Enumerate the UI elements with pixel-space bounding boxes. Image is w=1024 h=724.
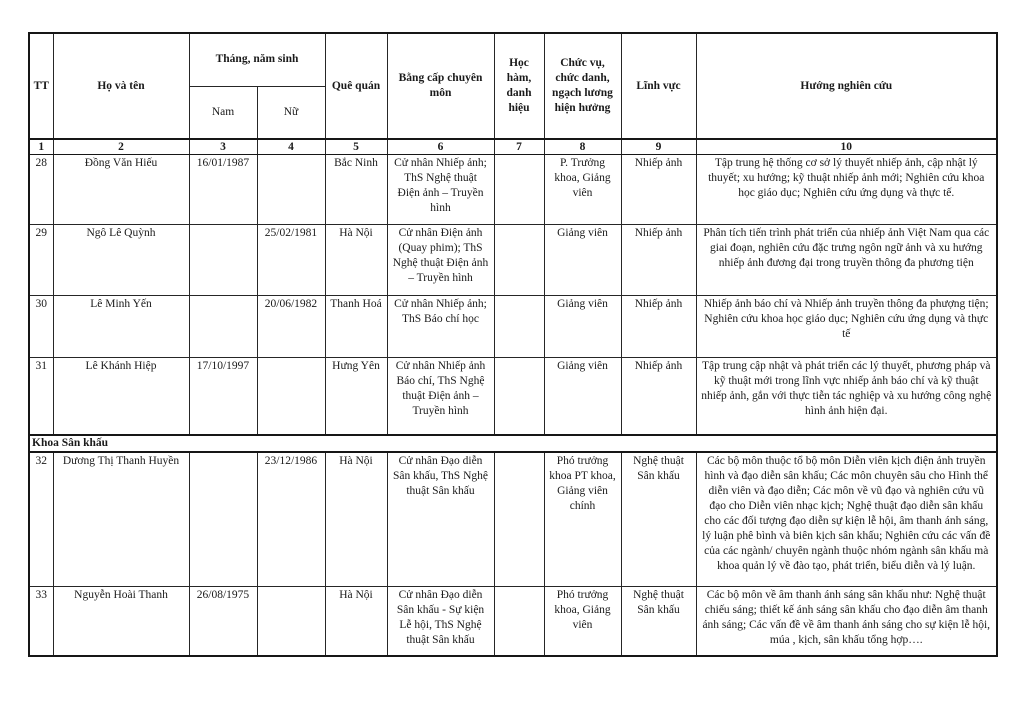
column-number: 8 (544, 139, 621, 155)
column-number: 7 (494, 139, 544, 155)
table-row (29, 358, 997, 435)
cell-tt: 30 (29, 296, 53, 358)
cell-degree: Cử nhân Đạo diễn Sân khấu, ThS Nghệ thuật Sân khấu (387, 452, 494, 587)
cell-name: Ngô Lê Quỳnh (53, 225, 189, 296)
column-number: 5 (325, 139, 387, 155)
cell-nu: 23/12/1986 (257, 452, 325, 587)
cell-name: Lê Khánh Hiệp (53, 358, 189, 435)
cell-field: Nghệ thuật Sân khấu (621, 452, 696, 587)
cell-position: Phó trưởng khoa PT khoa, Giảng viên chính (544, 452, 621, 587)
cell-hometown: Thanh Hoá (325, 296, 387, 358)
table-header (29, 33, 997, 155)
cell-field: Nghệ thuật Sân khấu (621, 587, 696, 656)
table-row (29, 155, 997, 225)
cell-position: Phó trưởng khoa, Giảng viên (544, 587, 621, 656)
table-row (29, 587, 997, 656)
cell-rank (494, 587, 544, 656)
column-number: 3 (189, 139, 257, 155)
cell-degree: Cử nhân Điện ảnh (Quay phim); ThS Nghệ thuật Điện ảnh – Truyền hình (387, 225, 494, 296)
cell-position: Giảng viên (544, 225, 621, 296)
column-number: 10 (696, 139, 997, 155)
header-position: Chức vụ, chức danh, ngạch lương hiện hưởng (544, 33, 621, 139)
cell-hometown: Bắc Ninh (325, 155, 387, 225)
section-row (29, 435, 997, 452)
header-nam: Nam (189, 86, 257, 139)
table-row (29, 452, 997, 587)
cell-field: Nhiếp ảnh (621, 225, 696, 296)
cell-research: Nhiếp ảnh báo chí và Nhiếp ảnh truyền thông đa phượng tiện; Nghiên cứu khoa học giáo dục; Nghiên cứu ứng dụng và thực tế (696, 296, 997, 358)
cell-position: P. Trưởng khoa, Giảng viên (544, 155, 621, 225)
cell-research: Phân tích tiến trình phát triển của nhiếp ảnh Việt Nam qua các giai đoạn, nghiên cứu đặc trưng ngôn ngữ ảnh và xu hướng nhiếp ảnh đương đại trong truyền thông đa phương tiện (696, 225, 997, 296)
cell-nam (189, 452, 257, 587)
cell-degree: Cử nhân Nhiếp ảnh; ThS Nghệ thuật Điện ảnh – Truyền hình (387, 155, 494, 225)
cell-rank (494, 452, 544, 587)
cell-hometown: Hà Nội (325, 452, 387, 587)
cell-tt: 33 (29, 587, 53, 656)
cell-field: Nhiếp ảnh (621, 296, 696, 358)
cell-tt: 28 (29, 155, 53, 225)
cell-position: Giảng viên (544, 296, 621, 358)
table-row (29, 225, 997, 296)
cell-research: Tập trung hệ thống cơ sở lý thuyết nhiếp ảnh, cập nhật lý thuyết; xu hướng; kỹ thuật nhiếp ảnh mới; Nghiên cứu khoa học giáo dục; Nghiên cứu ứng dụng và thực tế. (696, 155, 997, 225)
cell-nu (257, 155, 325, 225)
cell-tt: 32 (29, 452, 53, 587)
header-research: Hướng nghiên cứu (696, 33, 997, 139)
cell-name: Lê Minh Yến (53, 296, 189, 358)
column-number: 4 (257, 139, 325, 155)
header-name: Họ và tên (53, 33, 189, 139)
cell-rank (494, 155, 544, 225)
cell-rank (494, 296, 544, 358)
cell-research: Các bộ môn thuộc tổ bộ môn Diễn viên kịch điện ảnh truyền hình và đạo diễn sân khấu; Các môn chuyên sâu cho Hình thể diễn viên và đạo diễn; Các môn về vũ đạo và nghiên cứu vũ đạo cho Diễn viên nhạc kịch; Nghệ thuật đạo diễn sân khấu cho các đối tượng đạo diễn sự kiện lễ hội, âm thanh ánh sáng, lý luận phê bình và biên kịch sân khấu; Nghiên cứu các vấn đề của các ngành/ chuyên ngành thuộc nhóm ngành sân khấu mà khoa quản lý về đào tạo, phát triển, biểu diễn và lý luận. (696, 452, 997, 587)
header-field: Lĩnh vực (621, 33, 696, 139)
cell-nu (257, 587, 325, 656)
cell-name: Dương Thị Thanh Huyền (53, 452, 189, 587)
cell-field: Nhiếp ảnh (621, 358, 696, 435)
cell-rank (494, 358, 544, 435)
faculty-table (28, 32, 998, 657)
column-number: 6 (387, 139, 494, 155)
cell-name: Đồng Văn Hiếu (53, 155, 189, 225)
cell-degree: Cử nhân Đạo diễn Sân khấu - Sự kiện Lễ hội, ThS Nghệ thuật Sân khấu (387, 587, 494, 656)
section-label: Khoa Sân khấu (29, 435, 997, 452)
cell-tt: 31 (29, 358, 53, 435)
cell-nu (257, 358, 325, 435)
cell-position: Giảng viên (544, 358, 621, 435)
cell-field: Nhiếp ảnh (621, 155, 696, 225)
cell-nu: 25/02/1981 (257, 225, 325, 296)
cell-research: Các bộ môn về âm thanh ánh sáng sân khấu như: Nghệ thuật chiếu sáng; thiết kế ánh sáng sân khấu cho đạo diễn âm thanh ánh sáng; Các vấn đề về âm thanh ánh sáng cho sự kiện lễ hội, múa , kịch, sân khấu tổng hợp…. (696, 587, 997, 656)
cell-nam: 16/01/1987 (189, 155, 257, 225)
cell-rank (494, 225, 544, 296)
cell-hometown: Hà Nội (325, 587, 387, 656)
header-tt: TT (29, 33, 53, 139)
cell-nam: 26/08/1975 (189, 587, 257, 656)
cell-degree: Cử nhân Nhiếp ảnh Báo chí, ThS Nghệ thuật Điện ảnh – Truyền hình (387, 358, 494, 435)
table-body (29, 155, 997, 656)
cell-research: Tập trung cập nhật và phát triển các lý thuyết, phương pháp và kỹ thuật mới trong lĩnh vực nhiếp ảnh báo chí và kỹ thuật nhiếp ảnh, gắn với thực tiễn tác nghiệp và xu hướng công nghệ hình ảnh hiện đại. (696, 358, 997, 435)
cell-nam (189, 225, 257, 296)
table-row (29, 296, 997, 358)
cell-hometown: Hà Nội (325, 225, 387, 296)
header-degree: Bằng cấp chuyên môn (387, 33, 494, 139)
column-number: 9 (621, 139, 696, 155)
header-hometown: Quê quán (325, 33, 387, 139)
cell-nam (189, 296, 257, 358)
cell-degree: Cử nhân Nhiếp ảnh; ThS Báo chí học (387, 296, 494, 358)
cell-tt: 29 (29, 225, 53, 296)
cell-nu: 20/06/1982 (257, 296, 325, 358)
header-birth: Tháng, năm sinh (189, 33, 325, 86)
header-nu: Nữ (257, 86, 325, 139)
column-number-row (29, 139, 997, 155)
cell-nam: 17/10/1997 (189, 358, 257, 435)
cell-name: Nguyễn Hoài Thanh (53, 587, 189, 656)
header-rank: Học hàm, danh hiệu (494, 33, 544, 139)
column-number: 2 (53, 139, 189, 155)
column-number: 1 (29, 139, 53, 155)
cell-hometown: Hưng Yên (325, 358, 387, 435)
header-row-top (29, 33, 997, 86)
